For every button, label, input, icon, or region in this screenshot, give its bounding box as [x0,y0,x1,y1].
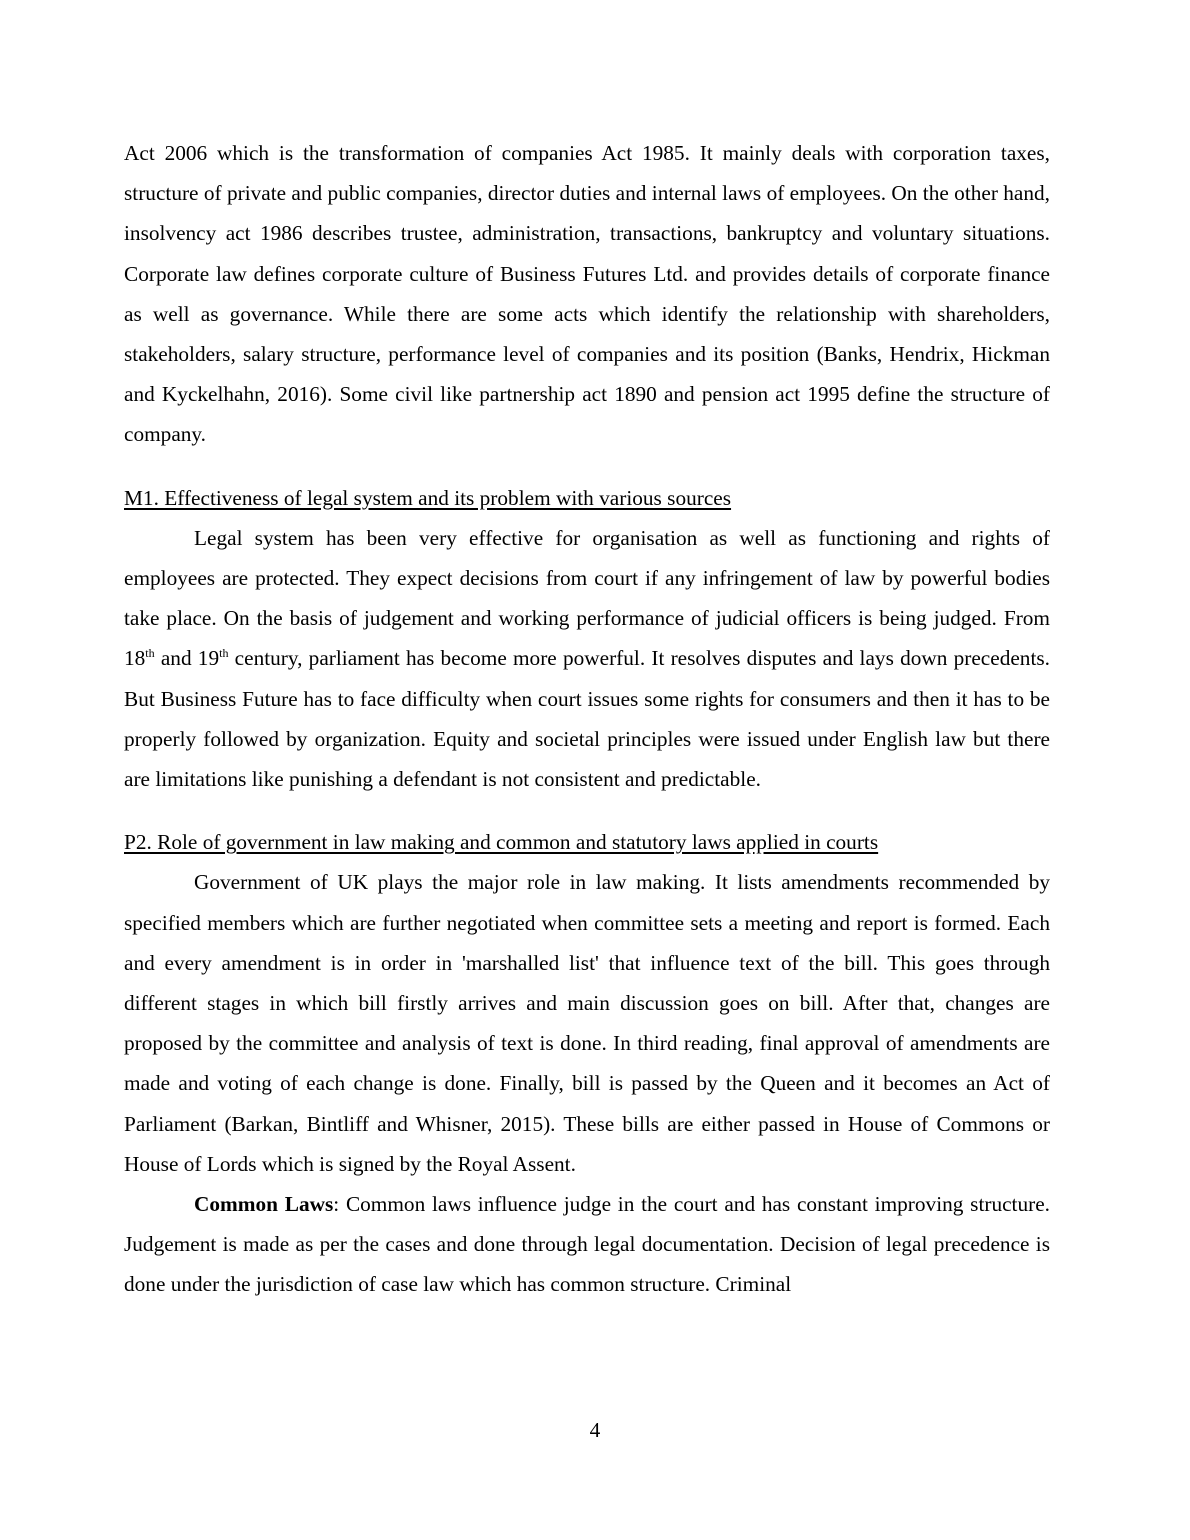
page-body [124,133,1050,1305]
section-m1-paragraph [124,518,1050,799]
intro-paragraph: Act 2006 which is the transformation of companies Act 1985. It mainly deals with corporation taxes, structure of private and public companies, director duties and internal laws of employees. On the other hand, insolvency act 1986 describes trustee, administration, transactions, bankruptcy and voluntary situations. Corporate law defines corporate culture of Business Futures Ltd. and provides details of corporate finance as well as governance. While there are some acts which identify the relationship with shareholders, stakeholders, salary structure, performance level of companies and its position (Banks, Hendrix, Hickman and Kyckelhahn, 2016). Some civil like partnership act 1890 and pension act 1995 define the structure of company. [124,141,1050,447]
superscript-th-19: th [219,646,229,661]
section-heading-p2: P2. Role of government in law making and common and statutory laws applied in courts [124,830,879,855]
section-heading-m1: M1. Effectiveness of legal system and its problem with various sources [124,485,732,510]
common-laws-paragraph [124,1184,1050,1305]
m1-text-part2: and 19 [154,646,220,671]
superscript-th-18: th [145,646,155,661]
common-laws-text: : Common laws influence judge in the court and has constant improving structure. Judgement is made as per the cases and done through legal documentation. Decision of legal precedence is done under the jurisdiction of case law which has common structure. Criminal [124,1192,1050,1297]
page-number: 4 [589,1418,601,1442]
common-laws-label: Common Laws [194,1192,334,1217]
section-p2-paragraph: Government of UK plays the major role in law making. It lists amendments recommended by specified members which are further negotiated when committee sets a meeting and report is formed. Each and every amendment is in order in 'marshalled list' that influence text of the bill. This goes through different stages in which bill firstly arrives and main discussion goes on bill. After that, changes are proposed by the committee and analysis of text is done. In third reading, final approval of amendments are made and voting of each change is done. Finally, bill is passed by the Queen and it becomes an Act of Parliament (Barkan, Bintliff and Whisner, 2015). These bills are either passed in House of Commons or House of Lords which is signed by the Royal Assent. [124,870,1050,1176]
spacer [124,455,1050,478]
m1-text-part1: Legal system has been very effective for organisation as well as functioning and rights of employees are protected. They expect decisions from court if any infringement of law by powerful bodies take place. On the basis of judgement and working performance of judicial officers is being judged. From 18 [124,525,1050,671]
m1-text-part3: century, parliament has become more powerful. It resolves disputes and lays down precedents. But Business Future has to face difficulty when court issues some rights for consumers and then it has to be properly followed by organization. Equity and societal principles were issued under English law but there are limitations like punishing a defendant is not consistent and predictable. [124,646,1050,792]
spacer [124,799,1050,822]
